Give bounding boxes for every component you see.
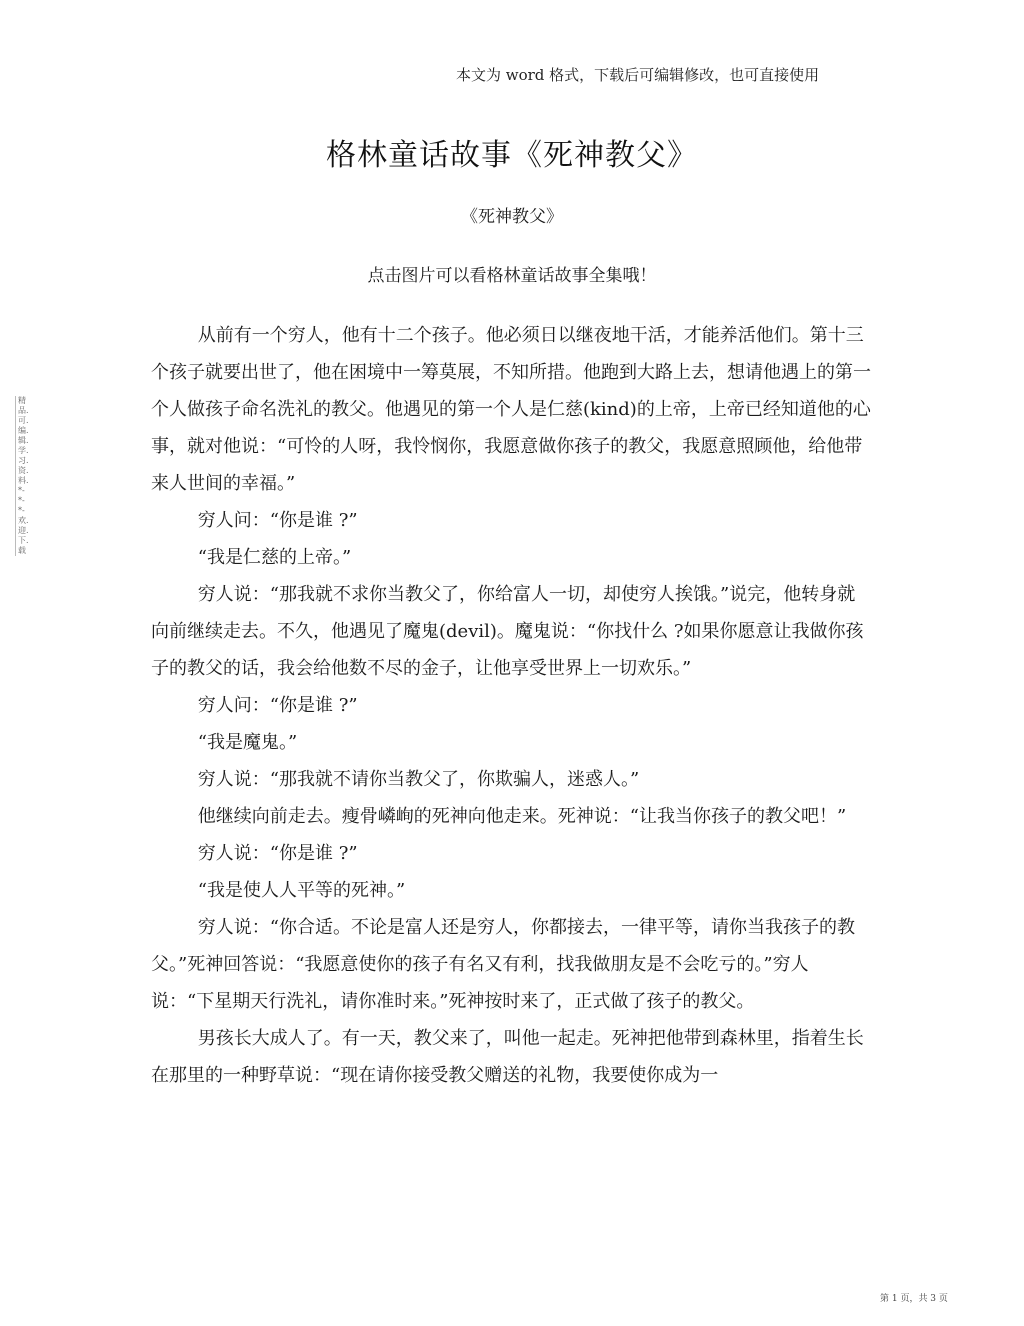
paragraph: 从前有一个穷人，他有十二个孩子。他必须日以继夜地干活，才能养活他们。第十三个孩子就要出世了，他在困境中一筹莫展，不知所措。他跑到大路上去，想请他遇上的第一个人做孩子命名洗礼的教父。他遇见的第一个人是仁慈(kind)的上帝，上帝已经知道他的心事，就对他说：“可怜的人呀，我怜悯你，我愿意做你孩子的教父，我愿意照顾他，给他带来人世间的幸福。” [151, 325, 871, 494]
header-note: 本文为 word 格式，下载后可编辑修改，也可直接使用 [456, 66, 820, 84]
paragraph: 穷人说：“你合适。不论是富人还是穷人，你都接去，一律平等，请你当我孩子的教父。”死神回答说：“我愿意使你的孩子有名又有利，找我做朋友是不会吃亏的。”穷人说：“下星期天行洗礼，请你准时来。”死神按时来了，正式做了孩子的教父。 [151, 917, 855, 1012]
paragraph: 穷人问：“你是谁 ?” [197, 695, 358, 716]
paragraph: 穷人说：“那我就不请你当教父了，你欺骗人，迷惑人。” [197, 769, 640, 790]
subtitle: 《死神教父》 [461, 207, 563, 227]
paragraph: 穷人说：“那我就不求你当教父了，你给富人一切，却使穷人挨饿。”说完，他转身就向前继续走去。不久，他遇见了魔鬼(devil)。魔鬼说：“你找什么 ?如果你愿意让我做你孩子的教父的话，我会给他数不尽的金子，让他享受世界上一切欢乐。” [151, 584, 864, 679]
paragraph: 男孩长大成人了。有一天，教父来了，叫他一起走。死神把他带到森林里，指着生长在那里的一种野草说：“现在请你接受教父赠送的礼物，我要使你成为一 [151, 1028, 864, 1086]
page-footer: 第 1 页，共 3 页 [880, 1294, 948, 1304]
page-title: 格林童话故事《死神教父》 [326, 138, 698, 173]
click-note: 点击图片可以看格林童话故事全集哦！ [367, 266, 657, 286]
side-note: 精品.可.编.辑.学.习.资.料.*-*-*-欢.迎.下.载 [15, 396, 27, 556]
story-body [151, 317, 871, 1094]
paragraph: 穷人问：“你是谁 ?” [197, 510, 358, 531]
paragraph: “我是魔鬼。” [197, 732, 298, 753]
paragraph: “我是仁慈的上帝。” [197, 547, 352, 568]
paragraph: 他继续向前走去。瘦骨嶙峋的死神向他走来。死神说：“让我当你孩子的教父吧！” [197, 806, 847, 827]
paragraph: “我是使人人平等的死神。” [197, 880, 406, 901]
paragraph: 穷人说：“你是谁 ?” [197, 843, 358, 864]
